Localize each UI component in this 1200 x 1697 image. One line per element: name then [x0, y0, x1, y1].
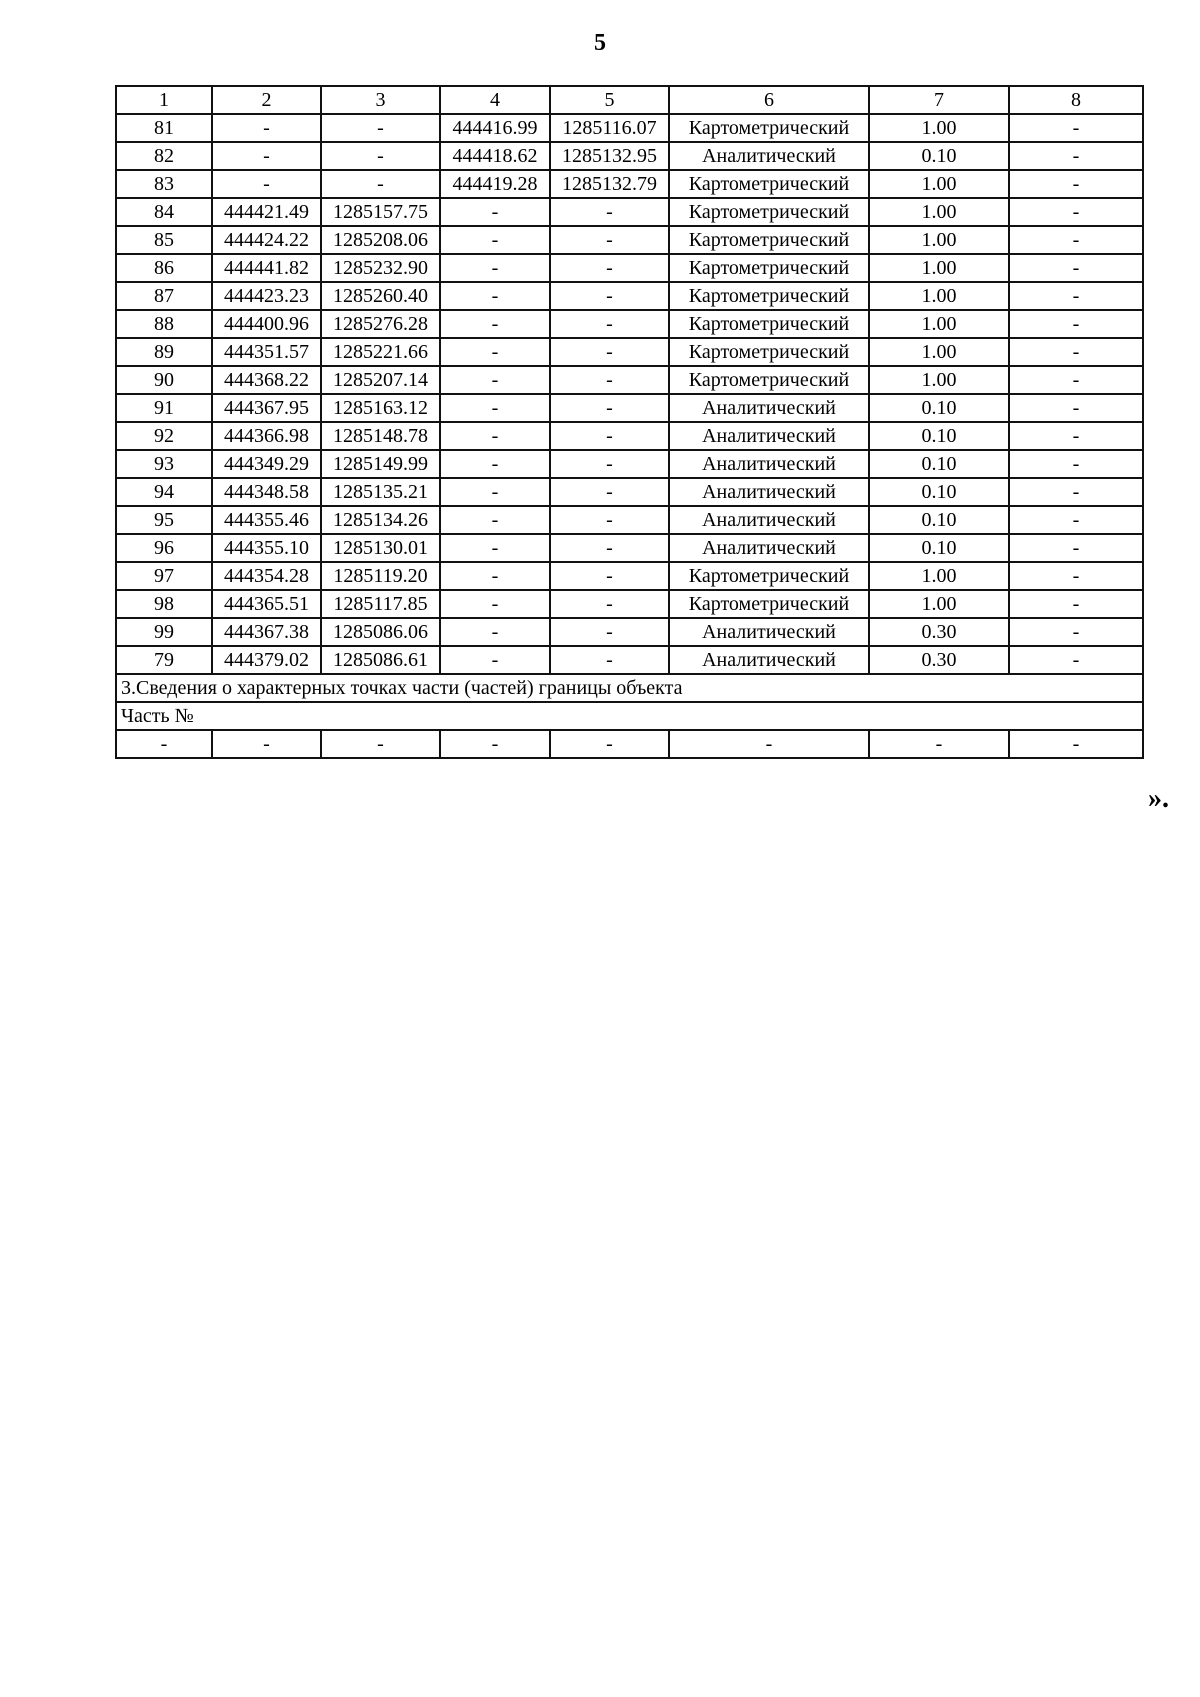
- table-cell-col-7: 0.10: [869, 142, 1009, 170]
- table-cell-col-5: -: [550, 450, 669, 478]
- table-row: [116, 394, 1143, 422]
- table-cell-col-3: 1285276.28: [321, 310, 440, 338]
- closing-quote: ».: [1148, 783, 1169, 814]
- table-cell-col-6: Картометрический: [669, 226, 869, 254]
- table-cell-col-1: 92: [116, 422, 212, 450]
- table-row: [116, 506, 1143, 534]
- table-cell-col-2: 444355.10: [212, 534, 321, 562]
- table-cell-col-5: -: [550, 254, 669, 282]
- table-row: [116, 170, 1143, 198]
- table-cell-col-1: 87: [116, 282, 212, 310]
- table-cell-col-3: -: [321, 114, 440, 142]
- table-cell-col-7: 1.00: [869, 366, 1009, 394]
- table-cell-col-4: -: [440, 282, 550, 310]
- table-cell-col-4: 444419.28: [440, 170, 550, 198]
- table-cell-col-1: 98: [116, 590, 212, 618]
- table-cell-col-2: 444421.49: [212, 198, 321, 226]
- table-cell-col-5: -: [550, 198, 669, 226]
- table-cell-col-2: 444351.57: [212, 338, 321, 366]
- table-cell-col-3: 1285148.78: [321, 422, 440, 450]
- table-cell-col-8: -: [1009, 366, 1143, 394]
- table-cell-col-7: 1.00: [869, 114, 1009, 142]
- table-cell-col-5: -: [550, 422, 669, 450]
- table-cell-col-6: Аналитический: [669, 506, 869, 534]
- table-cell-col-7: 7: [869, 86, 1009, 114]
- table-cell-col-2: 444354.28: [212, 562, 321, 590]
- table-cell-col-7: 1.00: [869, 338, 1009, 366]
- table-cell-col-6: 6: [669, 86, 869, 114]
- page-number: 5: [594, 30, 606, 56]
- table-cell-col-8: -: [1009, 114, 1143, 142]
- table-row: [116, 646, 1143, 674]
- table-cell-col-5: -: [550, 310, 669, 338]
- table-cell-col-6: Картометрический: [669, 254, 869, 282]
- table-cell-col-3: 1285134.26: [321, 506, 440, 534]
- table-cell-col-7: 0.10: [869, 478, 1009, 506]
- table-cell-col-4: -: [440, 198, 550, 226]
- table-cell-col-3: 1285208.06: [321, 226, 440, 254]
- table-cell-col-6: Аналитический: [669, 646, 869, 674]
- table-row: [116, 366, 1143, 394]
- table-cell-col-8: -: [1009, 618, 1143, 646]
- table-cell-col-8: -: [1009, 338, 1143, 366]
- table-cell-col-3: 1285117.85: [321, 590, 440, 618]
- table-cell-col-1: 90: [116, 366, 212, 394]
- table-cell-col-3: 1285207.14: [321, 366, 440, 394]
- table-cell-col-2: 2: [212, 86, 321, 114]
- empty-table-row: [116, 730, 1143, 758]
- table-cell-col-4: -: [440, 646, 550, 674]
- table-cell-col-4: -: [440, 478, 550, 506]
- table-cell-col-2: 444367.38: [212, 618, 321, 646]
- table-cell-col-6: Картометрический: [669, 114, 869, 142]
- table-cell-col-4: 444416.99: [440, 114, 550, 142]
- table-cell-col-5: -: [550, 226, 669, 254]
- section-title-row: [116, 674, 1143, 702]
- table-cell-col-6: Картометрический: [669, 198, 869, 226]
- table-row: [116, 478, 1143, 506]
- table-cell-col-6: Картометрический: [669, 170, 869, 198]
- table-cell-col-1: -: [116, 730, 212, 758]
- table-cell-col-2: 444379.02: [212, 646, 321, 674]
- table-cell-col-1: 1: [116, 86, 212, 114]
- table-cell-col-3: 1285135.21: [321, 478, 440, 506]
- table-cell-col-5: -: [550, 590, 669, 618]
- table-cell-col-1: 93: [116, 450, 212, 478]
- table-row: [116, 114, 1143, 142]
- table-cell-col-8: -: [1009, 534, 1143, 562]
- table-row: [116, 450, 1143, 478]
- table-cell-col-3: 1285119.20: [321, 562, 440, 590]
- table-cell-col-7: 1.00: [869, 254, 1009, 282]
- table-cell-col-8: 8: [1009, 86, 1143, 114]
- table-cell-col-6: Картометрический: [669, 310, 869, 338]
- table-cell-col-7: 0.10: [869, 450, 1009, 478]
- table-cell-col-1: 99: [116, 618, 212, 646]
- table-cell-col-4: -: [440, 366, 550, 394]
- table-cell-col-1: 97: [116, 562, 212, 590]
- table-row: [116, 338, 1143, 366]
- table-cell-col-4: -: [440, 226, 550, 254]
- table-cell-col-7: -: [869, 730, 1009, 758]
- table-cell-col-4: -: [440, 590, 550, 618]
- table-cell-col-3: 1285157.75: [321, 198, 440, 226]
- table-cell-col-7: 1.00: [869, 562, 1009, 590]
- table-row: [116, 198, 1143, 226]
- table-cell-col-6: Аналитический: [669, 142, 869, 170]
- table-cell-col-8: -: [1009, 142, 1143, 170]
- table-cell-col-7: 0.10: [869, 534, 1009, 562]
- table-cell-col-5: -: [550, 730, 669, 758]
- table-cell-col-7: 1.00: [869, 226, 1009, 254]
- table-cell-col-5: -: [550, 534, 669, 562]
- table-cell-col-1: 96: [116, 534, 212, 562]
- table-cell-col-3: -: [321, 730, 440, 758]
- table-cell-col-3: 1285086.06: [321, 618, 440, 646]
- table-cell-col-2: -: [212, 142, 321, 170]
- table-cell-col-1: 86: [116, 254, 212, 282]
- table-cell-col-8: -: [1009, 254, 1143, 282]
- table-cell-col-5: 1285132.95: [550, 142, 669, 170]
- table-cell-col-6: Картометрический: [669, 590, 869, 618]
- table-cell-col-4: -: [440, 394, 550, 422]
- table-cell-col-7: 0.30: [869, 618, 1009, 646]
- table-cell-col-7: 0.30: [869, 646, 1009, 674]
- table-cell-col-2: 444366.98: [212, 422, 321, 450]
- table-cell-col-7: 1.00: [869, 170, 1009, 198]
- table-row: [116, 282, 1143, 310]
- table-cell-col-8: -: [1009, 282, 1143, 310]
- table-cell-col-2: -: [212, 730, 321, 758]
- table-cell-col-3: 1285221.66: [321, 338, 440, 366]
- table-cell-col-1: 82: [116, 142, 212, 170]
- table-cell-col-3: -: [321, 170, 440, 198]
- table-cell-col-7: 1.00: [869, 282, 1009, 310]
- table-cell-col-3: -: [321, 142, 440, 170]
- table-row: [116, 422, 1143, 450]
- table-cell-col-3: 3: [321, 86, 440, 114]
- table-row: [116, 254, 1143, 282]
- table-cell-col-6: Аналитический: [669, 478, 869, 506]
- table-cell-col-5: -: [550, 394, 669, 422]
- table-cell-col-7: 0.10: [869, 394, 1009, 422]
- table-row: [116, 618, 1143, 646]
- table-cell-col-4: 444418.62: [440, 142, 550, 170]
- table-cell-col-4: 4: [440, 86, 550, 114]
- table-cell-col-5: -: [550, 618, 669, 646]
- table-cell-col-5: -: [550, 338, 669, 366]
- table-cell-col-2: 444400.96: [212, 310, 321, 338]
- table-cell-col-7: 1.00: [869, 310, 1009, 338]
- table-cell-col-1: 89: [116, 338, 212, 366]
- table-cell-col-2: 444423.23: [212, 282, 321, 310]
- table-cell-col-6: Картометрический: [669, 562, 869, 590]
- table-cell-col-8: -: [1009, 646, 1143, 674]
- table-cell-col-4: -: [440, 534, 550, 562]
- table-cell-col-4: -: [440, 506, 550, 534]
- table-cell-col-2: -: [212, 114, 321, 142]
- table-cell-col-8: -: [1009, 562, 1143, 590]
- table-cell-col-4: -: [440, 338, 550, 366]
- table-row: [116, 142, 1143, 170]
- table-cell-col-8: -: [1009, 450, 1143, 478]
- part-number-row-text: Часть №: [116, 702, 1143, 730]
- table-cell-col-2: -: [212, 170, 321, 198]
- table-cell-col-4: -: [440, 618, 550, 646]
- table-cell-col-6: Аналитический: [669, 618, 869, 646]
- table-cell-col-2: 444365.51: [212, 590, 321, 618]
- table-cell-col-6: -: [669, 730, 869, 758]
- table-cell-col-3: 1285130.01: [321, 534, 440, 562]
- table-row: [116, 226, 1143, 254]
- table-cell-col-3: 1285163.12: [321, 394, 440, 422]
- table-cell-col-2: 444348.58: [212, 478, 321, 506]
- table-cell-col-2: 444349.29: [212, 450, 321, 478]
- table-body: [116, 86, 1143, 758]
- table-cell-col-4: -: [440, 562, 550, 590]
- table-cell-col-3: 1285260.40: [321, 282, 440, 310]
- table-cell-col-8: -: [1009, 506, 1143, 534]
- table-cell-col-5: -: [550, 506, 669, 534]
- table-cell-col-1: 88: [116, 310, 212, 338]
- table-cell-col-5: -: [550, 478, 669, 506]
- table-cell-col-2: 444367.95: [212, 394, 321, 422]
- table-cell-col-6: Картометрический: [669, 338, 869, 366]
- table-cell-col-5: 1285116.07: [550, 114, 669, 142]
- table-cell-col-8: -: [1009, 590, 1143, 618]
- table-cell-col-5: 1285132.79: [550, 170, 669, 198]
- table-cell-col-7: 0.10: [869, 506, 1009, 534]
- table-cell-col-6: Картометрический: [669, 282, 869, 310]
- section-title-row-text: 3.Сведения о характерных точках части (частей) границы объекта: [116, 674, 1143, 702]
- part-number-row: [116, 702, 1143, 730]
- table-cell-col-1: 95: [116, 506, 212, 534]
- table-row: [116, 310, 1143, 338]
- table-cell-col-1: 85: [116, 226, 212, 254]
- table-cell-col-1: 91: [116, 394, 212, 422]
- table-cell-col-6: Картометрический: [669, 366, 869, 394]
- table-row: [116, 534, 1143, 562]
- table-cell-col-5: 5: [550, 86, 669, 114]
- table-cell-col-7: 0.10: [869, 422, 1009, 450]
- table-cell-col-4: -: [440, 450, 550, 478]
- table-cell-col-8: -: [1009, 730, 1143, 758]
- table-row: [116, 562, 1143, 590]
- table-cell-col-1: 94: [116, 478, 212, 506]
- table-cell-col-6: Аналитический: [669, 450, 869, 478]
- table-cell-col-8: -: [1009, 478, 1143, 506]
- table-cell-col-2: 444424.22: [212, 226, 321, 254]
- table-cell-col-8: -: [1009, 198, 1143, 226]
- table-cell-col-5: -: [550, 282, 669, 310]
- table-cell-col-2: 444441.82: [212, 254, 321, 282]
- coordinates-table: [115, 85, 1144, 759]
- table-cell-col-8: -: [1009, 394, 1143, 422]
- table-cell-col-8: -: [1009, 170, 1143, 198]
- table-cell-col-7: 1.00: [869, 590, 1009, 618]
- table-cell-col-4: -: [440, 310, 550, 338]
- table-header-row: [116, 86, 1143, 114]
- table-cell-col-1: 81: [116, 114, 212, 142]
- table-cell-col-2: 444355.46: [212, 506, 321, 534]
- table-cell-col-1: 83: [116, 170, 212, 198]
- table-cell-col-3: 1285149.99: [321, 450, 440, 478]
- table-cell-col-2: 444368.22: [212, 366, 321, 394]
- table-cell-col-8: -: [1009, 226, 1143, 254]
- table-cell-col-6: Аналитический: [669, 422, 869, 450]
- table-cell-col-1: 79: [116, 646, 212, 674]
- table-cell-col-7: 1.00: [869, 198, 1009, 226]
- table-cell-col-8: -: [1009, 422, 1143, 450]
- table-cell-col-6: Аналитический: [669, 394, 869, 422]
- table-cell-col-8: -: [1009, 310, 1143, 338]
- table-cell-col-1: 84: [116, 198, 212, 226]
- table-cell-col-6: Аналитический: [669, 534, 869, 562]
- table-row: [116, 590, 1143, 618]
- table-cell-col-4: -: [440, 730, 550, 758]
- table-cell-col-3: 1285086.61: [321, 646, 440, 674]
- table-cell-col-3: 1285232.90: [321, 254, 440, 282]
- table-cell-col-4: -: [440, 422, 550, 450]
- table-cell-col-5: -: [550, 366, 669, 394]
- table-cell-col-5: -: [550, 646, 669, 674]
- table-cell-col-4: -: [440, 254, 550, 282]
- table-cell-col-5: -: [550, 562, 669, 590]
